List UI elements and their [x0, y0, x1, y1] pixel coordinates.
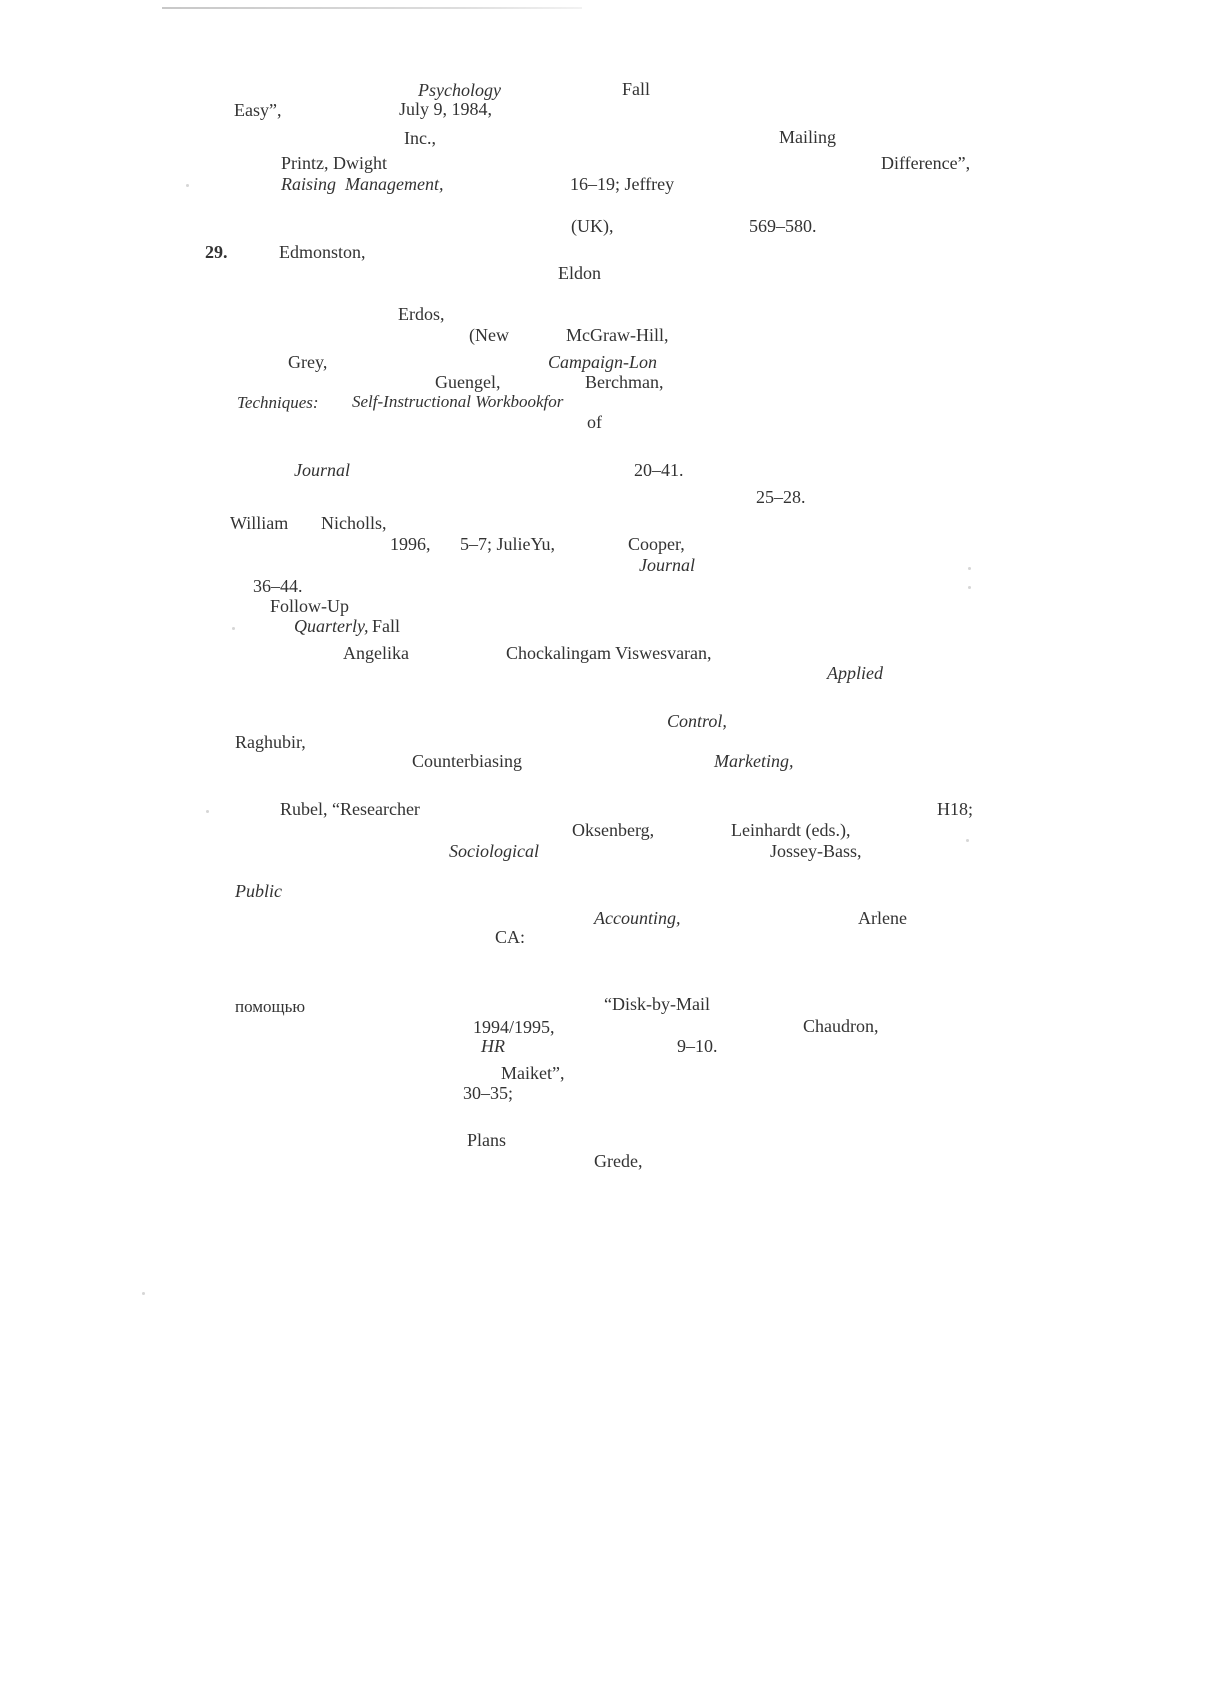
word: Applied: [827, 663, 883, 683]
word: Chaudron,: [803, 1016, 879, 1036]
word: Guengel,: [435, 372, 501, 392]
word: Maiket”,: [501, 1063, 565, 1083]
word: Easy”,: [234, 100, 282, 120]
word: 20–41.: [634, 460, 684, 480]
word: Grede,: [594, 1151, 643, 1171]
word: Angelika: [343, 643, 409, 663]
word: Oksenberg,: [572, 820, 655, 840]
word: HR: [481, 1036, 505, 1056]
word: Journal: [639, 555, 695, 575]
word: Grey,: [288, 352, 328, 372]
word: 9–10.: [677, 1036, 718, 1056]
word: 30–35;: [463, 1083, 514, 1103]
word: McGraw-Hill,: [566, 325, 669, 345]
word: Techniques:: [237, 393, 319, 412]
word: Chockalingam Viswesvaran,: [506, 643, 712, 663]
word: Quarterly,: [294, 616, 369, 636]
word: Raghubir,: [235, 732, 306, 752]
word: Arlene: [858, 908, 907, 928]
word: Inc.,: [404, 128, 436, 148]
word: of: [587, 412, 602, 432]
word: 5–7; JulieYu,: [460, 534, 556, 554]
word: Difference”,: [881, 153, 971, 173]
word: Plans: [467, 1130, 507, 1150]
word: 36–44.: [253, 576, 303, 596]
word: Eldon: [558, 263, 601, 283]
word: помощью: [235, 997, 306, 1016]
word: Edmonston,: [279, 242, 366, 262]
word: Journal: [294, 460, 350, 480]
word: Marketing,: [714, 751, 794, 771]
word: Berchman,: [585, 372, 664, 392]
scan-speck: [206, 810, 209, 813]
word: Nicholls,: [321, 513, 387, 533]
word: Mailing: [779, 127, 836, 147]
scan-speck: [968, 586, 971, 589]
word: (UK),: [571, 216, 614, 236]
word: Campaign-Lon: [548, 352, 658, 372]
word: Jossey-Bass,: [770, 841, 862, 861]
scan-speck: [966, 839, 969, 842]
word: 1996,: [390, 534, 431, 554]
top-rule: [162, 7, 582, 9]
word: “Disk-by-Mail: [604, 994, 710, 1014]
word: Self-Instructional Workbookfor: [352, 392, 564, 411]
word: Sociological: [449, 841, 539, 861]
word: Accounting,: [594, 908, 681, 928]
scan-speck: [968, 567, 971, 570]
word: 25–28.: [756, 487, 806, 507]
word: Management,: [345, 174, 444, 194]
word: William: [230, 513, 289, 533]
word: July 9, 1984,: [399, 99, 493, 119]
word: Control,: [667, 711, 727, 731]
word: Leinhardt (eds.),: [731, 820, 851, 840]
word: 29.: [205, 242, 228, 262]
word: CA:: [495, 927, 526, 947]
word: 569–580.: [749, 216, 817, 236]
word: H18;: [937, 799, 973, 819]
word: Fall: [372, 616, 401, 636]
word: Psychology: [418, 80, 501, 100]
word: Cooper,: [628, 534, 685, 554]
word: Fall: [622, 79, 651, 99]
scan-speck: [186, 184, 189, 187]
word: Printz, Dwight: [281, 153, 387, 173]
scan-speck: [232, 627, 235, 630]
word: Raising: [281, 174, 337, 194]
word: Counterbiasing: [412, 751, 522, 771]
word: 16–19; Jeffrey: [570, 174, 675, 194]
word: Public: [235, 881, 282, 901]
scan-speck: [142, 1292, 145, 1295]
word: Rubel, “Researcher: [280, 799, 420, 819]
word: 1994/1995,: [473, 1017, 555, 1037]
word: Follow-Up: [270, 596, 350, 616]
word: Erdos,: [398, 304, 445, 324]
word: (New: [469, 325, 509, 345]
